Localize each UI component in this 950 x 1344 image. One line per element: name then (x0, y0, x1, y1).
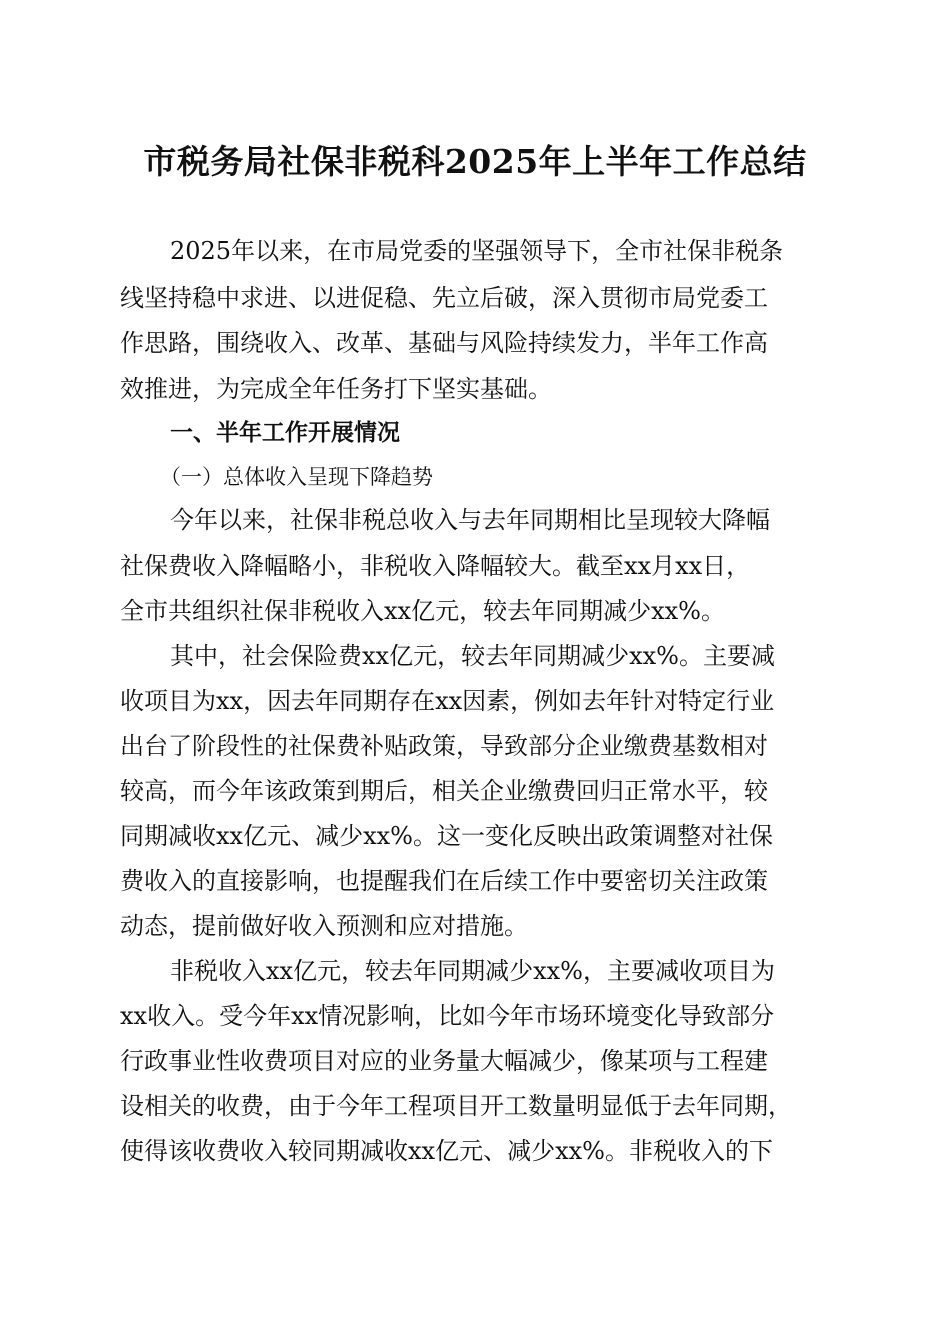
subsection-heading: （一）总体收入呈现下降趋势 (160, 465, 433, 489)
body-line: 2025年以来，在市局党委的坚强领导下，全市社保非税条 (170, 237, 784, 265)
body-line: 出台了阶段性的社保费补贴政策，导致部分企业缴费基数相对 (120, 732, 768, 760)
body-line: 行政事业性收费项目对应的业务量大幅减少，像某项与工程建 (120, 1047, 768, 1075)
body-line: 今年以来，社保非税总收入与去年同期相比呈现较大降幅 (170, 506, 770, 534)
body-line: 同期减收xx亿元、减少xx%。这一变化反映出政策调整对社保 (120, 822, 773, 850)
body-line: 设相关的收费，由于今年工程项目开工数量明显低于去年同期， (120, 1092, 792, 1120)
body-line: 使得该收费收入较同期减收xx亿元、减少xx%。非税收入的下 (120, 1137, 773, 1165)
body-line: 社保费收入降幅略小，非税收入降幅较大。截至xx月xx日， (120, 552, 751, 580)
section-heading: 一、半年工作开展情况 (170, 420, 400, 446)
body-line: 收项目为xx，因去年同期存在xx因素，例如去年针对特定行业 (120, 687, 775, 715)
body-line: 效推进，为完成全年任务打下坚实基础。 (120, 375, 552, 403)
document-title: 市税务局社保非税科2025年上半年工作总结 (143, 142, 807, 181)
body-line: 动态，提前做好收入预测和应对措施。 (120, 912, 528, 940)
body-line: 作思路，围绕收入、改革、基础与风险持续发力，半年工作高 (120, 329, 768, 357)
body-line: 其中，社会保险费xx亿元，较去年同期减少xx%。主要减 (170, 642, 775, 670)
body-line: 线坚持稳中求进、以进促稳、先立后破，深入贯彻市局党委工 (120, 284, 768, 312)
body-line: 费收入的直接影响，也提醒我们在后续工作中要密切关注政策 (120, 867, 768, 895)
body-line: 较高，而今年该政策到期后，相关企业缴费回归正常水平，较 (120, 777, 768, 805)
body-line: xx收入。受今年xx情况影响，比如今年市场环境变化导致部分 (120, 1002, 775, 1030)
body-line: 非税收入xx亿元，较去年同期减少xx%，主要减收项目为 (170, 957, 775, 985)
body-line: 全市共组织社保非税收入xx亿元，较去年同期减少xx%。 (120, 597, 725, 625)
